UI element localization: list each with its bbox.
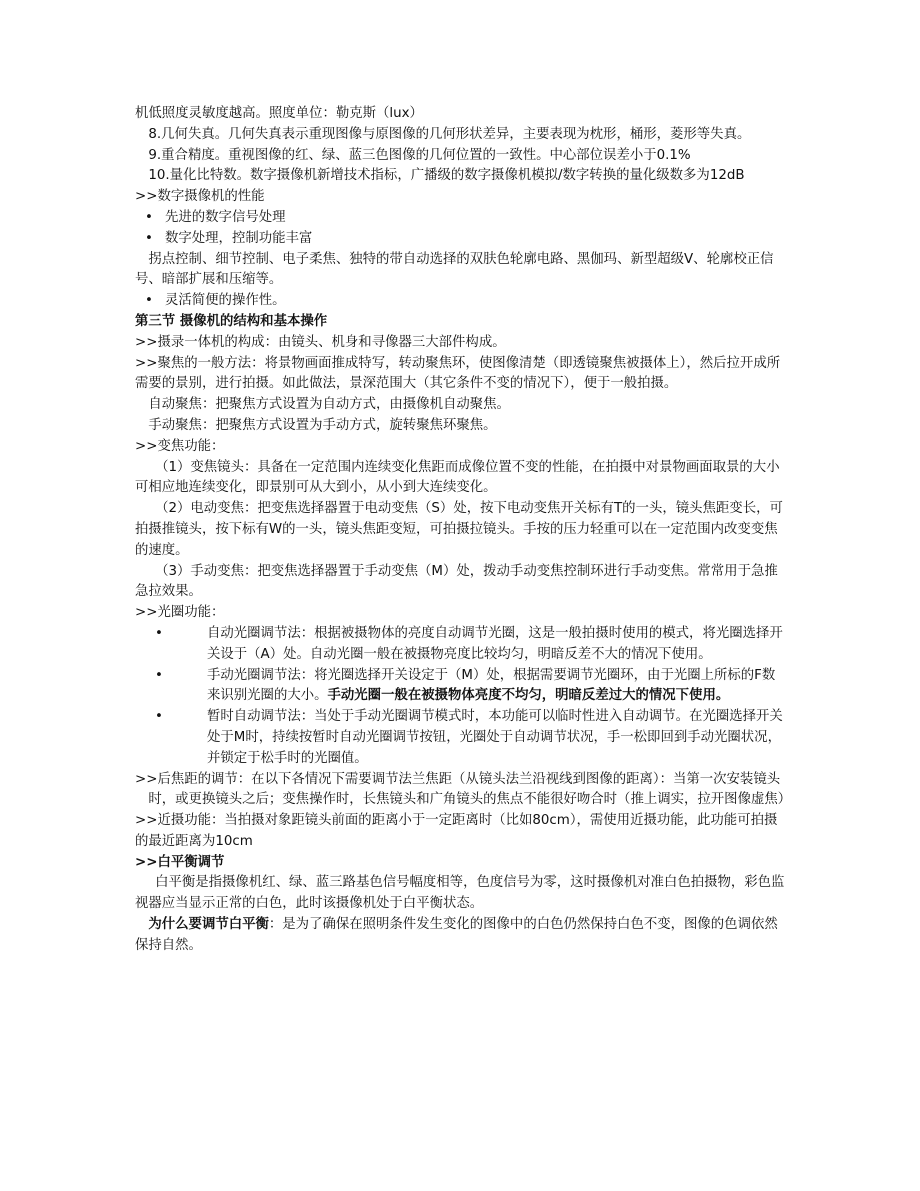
bullet-icon: •: [145, 293, 153, 309]
para-power-zoom: （2）电动变焦：把变焦选择器置于电动变焦（S）处，按下电动变焦开关标有T的一头，镜头焦距变长，可拍摄推镜头，按下标有W的一头，镜头焦距变短，可拍摄拉镜头。手按的压力轻重可以在一定范围内改变变焦的速度。: [135, 501, 783, 558]
bullet-text-bold: 手动光圈一般在被摄物体亮度不均匀，明暗反差过大的情况下使用。: [327, 688, 730, 704]
bullet-icon: •: [145, 209, 153, 225]
bullet-text: 灵活简便的操作性。: [165, 293, 286, 309]
para-manual-focus: 手动聚焦：把聚焦方式设置为手动方式，旋转聚焦环聚焦。: [148, 417, 497, 433]
bullet-text: 自动光圈调节法：根据被摄物体的亮度自动调节光圈，这是一般拍摄时使用的模式，将光圈选择开关设于（A）处。自动光圈一般在被摄物亮度比较均匀，明暗反差不大的情况下使用。: [207, 625, 783, 662]
heading-digital-camera-performance: >>数字摄像机的性能: [135, 189, 265, 205]
bullet-item: [135, 229, 785, 250]
para-zoom-lens: （1）变焦镜头：具备在一定范围内连续变化焦距而成像位置不变的性能，在拍摄中对景物画面取景的大小可相应地连续变化，即景别可从大到小，从小到大连续变化。: [135, 459, 780, 496]
para-macro: >>近摄功能：当拍摄对象距镜头前面的距离小于一定距离时（比如80cm），需使用近摄功能，此功能可拍摄的最近距离为10cm: [135, 813, 778, 849]
bullet-icon: •: [145, 230, 153, 246]
document-page: [135, 104, 792, 957]
bullet-item: [135, 624, 785, 666]
para-manual-zoom: （3）手动变焦：把变焦选择器置于手动变焦（M）处，拨动手动变焦控制环进行手动变焦。常常用于急推急拉效果。: [135, 563, 778, 600]
para-auto-focus: 自动聚焦：把聚焦方式设置为自动方式，由摄像机自动聚焦。: [148, 397, 510, 413]
heading-zoom: >>变焦功能：: [135, 438, 225, 454]
why-white-balance-lead: 为什么要调节白平衡: [148, 917, 269, 933]
para-control-list: 拐点控制、细节控制、电子柔焦、独特的带自动选择的双肤色轮廓电路、黑伽玛、新型超级V、轮廓校正信号、暗部扩展和压缩等。: [135, 251, 774, 288]
para-registration: 9.重合精度。重视图像的红、绿、蓝三色图像的几何位置的一致性。中心部位误差小于0.1%: [148, 147, 691, 163]
why-white-balance-text: ：是为了确保在照明条件发生变化的图像中的白色仍然保持白色不变，图像的色调依然保持自然。: [135, 917, 778, 953]
bullet-item: [135, 707, 785, 769]
para-quantization: 10.量化比特数。数字摄像机新增技术指标，广播级的数字摄像机模拟/数字转换的量化级数多为12dB: [148, 168, 745, 184]
para-why-white-balance: [135, 915, 785, 957]
para-white-balance-definition: 白平衡是指摄像机红、绿、蓝三路基色信号幅度相等，色度信号为零，这时摄像机对准白色拍摄物，彩色监视器应当显示正常的白色，此时该摄像机处于白平衡状态。: [135, 875, 785, 912]
heading-white-balance: >>白平衡调节: [135, 854, 225, 870]
bullet-text: 先进的数字信号处理: [165, 209, 286, 225]
bullet-item: [135, 291, 785, 312]
para-geometric-distortion: 8.几何失真。几何失真表示重现图像与原图像的几何形状差异，主要表现为枕形，桶形，菱形等失真。: [148, 126, 751, 142]
bullet-text: 数字处理，控制功能丰富: [165, 230, 313, 246]
bullet-icon: •: [155, 667, 163, 683]
bullet-icon: •: [155, 625, 163, 641]
bullet-text: 暂时自动调节法：当处于手动光圈调节模式时，本功能可以临时性进入自动调节。在光圈选择开关处于M时，持续按暂时自动光圈调节按钮，光圈处于自动调节状况，手一松即回到手动光圈状况，并锁定于松手时的光圈值。: [207, 709, 783, 766]
bullet-icon: •: [155, 709, 163, 725]
heading-iris: >>光圈功能：: [135, 605, 225, 621]
para-camcorder-composition: >>摄录一体机的构成：由镜头、机身和寻像器三大部件构成。: [135, 334, 506, 350]
para-focus-method: >>聚焦的一般方法：将景物画面推成特写，转动聚焦环，使图像清楚（即透镜聚焦被摄体上），然后拉开成所需要的景别，进行拍摄。如此做法，景深范围大（其它条件不变的情况下），便于一般拍摄。: [135, 355, 781, 392]
bullet-text: 手动光圈调节法：将光圈选择开关设定于（M）处，根据需要调节光圈环，由于光圈上所标的F数来识别光圈的大小。: [207, 667, 776, 704]
para-back-focus: >>后焦距的调节：在以下各情况下需要调节法兰焦距（从镜头法兰沿视线到图像的距离）：当第一次安装镜头时，或更换镜头之后；变焦操作时，长焦镜头和广角镜头的焦点不能很好吻合时（推上调实，拉开图像虚焦）: [135, 771, 792, 808]
section-heading: 第三节 摄像机的结构和基本操作: [135, 313, 328, 329]
bullet-item: [135, 666, 785, 708]
para-illuminance: 机低照度灵敏度越高。照度单位：勒克斯（lux）: [135, 106, 423, 121]
bullet-item: [135, 208, 785, 229]
